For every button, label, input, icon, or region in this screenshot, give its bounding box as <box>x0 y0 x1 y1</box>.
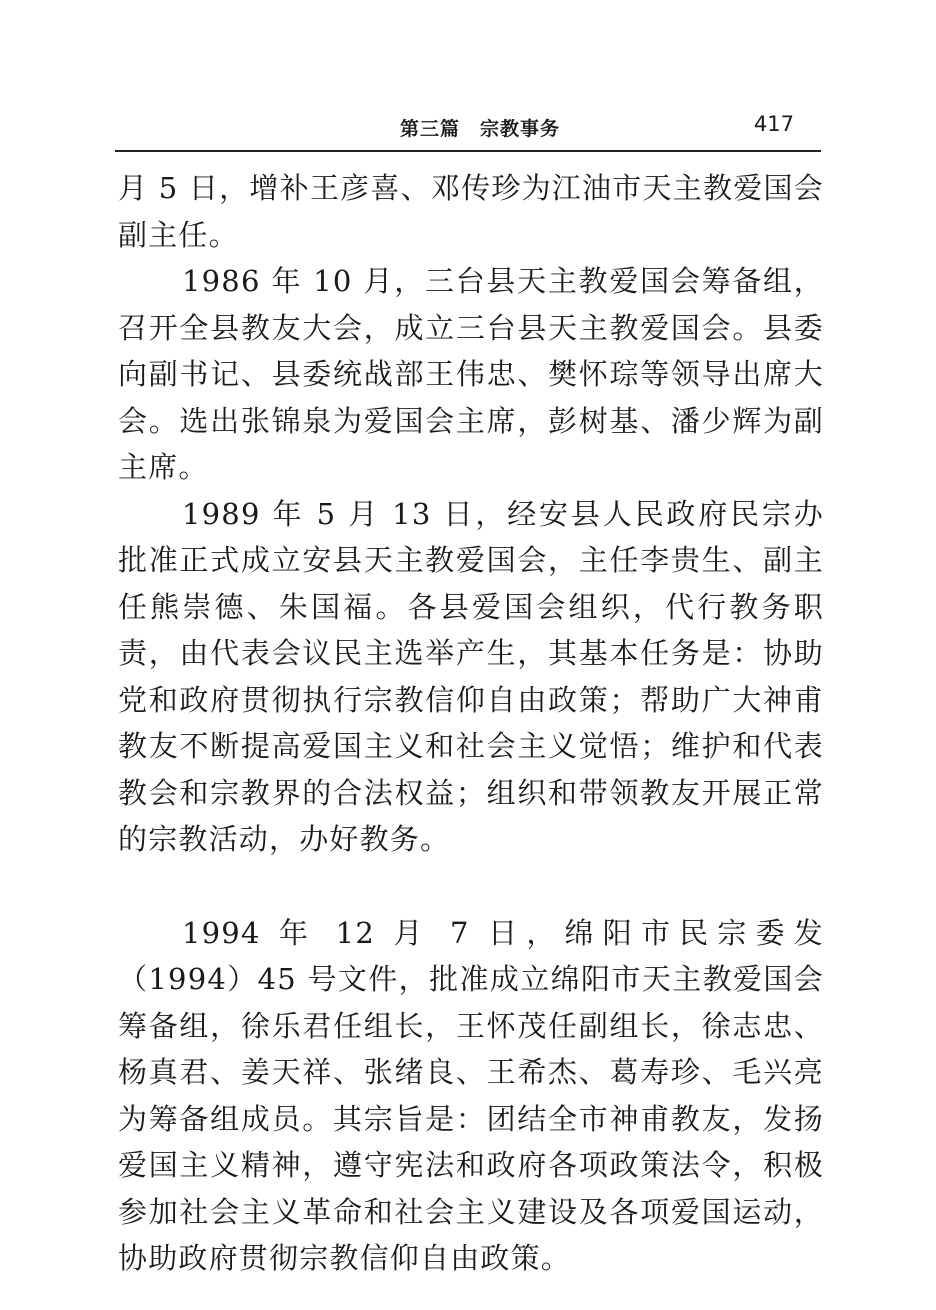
paragraph-1989: 1989 年 5 月 13 日，经安县人民政府民宗办批准正式成立安县天主教爱国会，主任李贵生、副主任熊崇德、朱国福。各县爱国会组织，代行教务职责，由代表会议民主选举产生，其基本任务是：协助党和政府贯彻执行宗教信仰自由政策；帮助广大神甫教友不断提高爱国主义和社会主义觉悟；维护和代表教会和宗教界的合法权益；组织和带领教友开展正常的宗教活动，办好教务。 <box>118 496 824 856</box>
paragraph-spacer <box>118 863 824 910</box>
paragraph-1994: 1994 年 12 月 7 日，绵阳市民宗委发（1994）45 号文件，批准成立绵阳市天主教爱国会筹备组，徐乐君任组长，王怀茂任副组长，徐志忠、杨真君、姜天祥、张绪良、王希杰、葛寿珍、毛兴亮为筹备组成员。其宗旨是：团结全市神甫教友，发扬爱国主义精神，遵守宪法和政府各项政策法令，积极参加社会主义革命和社会主义建设及各项爱国运动，协助政府贯彻宗教信仰自由政策。 <box>118 915 824 1275</box>
paragraph-1986: 1986 年 10 月，三台县天主教爱国会筹备组，召开全县教友大会，成立三台县天主教爱国会。县委向副书记、县委统战部王伟忠、樊怀琮等领导出席大会。选出张锦泉为爱国会主席，彭树基、潘少辉为副主席。 <box>118 264 824 484</box>
page-number: 417 <box>753 112 794 136</box>
header-section-title: 第三篇 宗教事务 <box>400 118 561 140</box>
body-text <box>118 165 824 1282</box>
header-rule <box>115 150 821 152</box>
paragraph-continuation: 月 5 日，增补王彦喜、邓传珍为江油市天主教爱国会副主任。 <box>118 171 824 252</box>
running-header <box>118 112 818 146</box>
